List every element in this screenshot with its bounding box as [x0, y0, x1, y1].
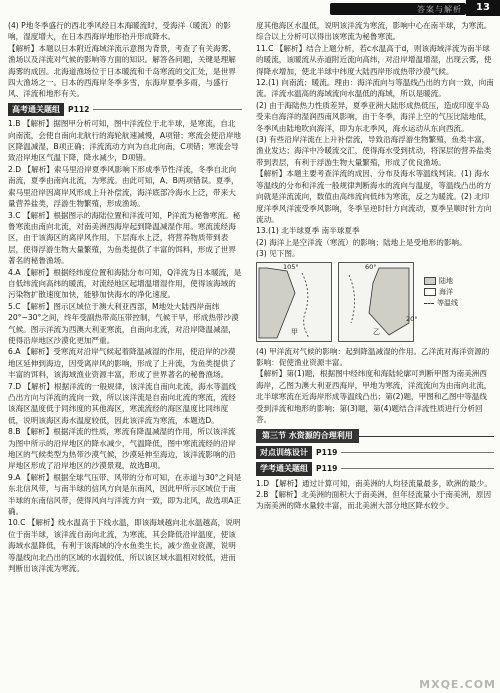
answer-paragraph: 11.C 【解析】结合上题分析，若c水温高于d，则该海域洋流为南半球的暖流，该暖流从赤道附近流向高纬，对沿岸增温增湿，出现云雾，使得降水增加，使北半球中纬度大陆西岸形成热带沙漠气候。: [256, 43, 492, 76]
answer-paragraph: 5.C 【解析】图示区域位于澳大利亚西部，M地处大陆西岸南纬20°~30°之间，终年受副热带高压带控制，气候干旱，形成热带沙漠气候。图示洋流为西澳大利亚寒流，自南向北流，对沿岸降温减湿，使得沿岸地区沙漠化更加严重。: [8, 301, 239, 345]
answer-paragraph: 13.(1) 北半球夏季 南半球夏季: [256, 226, 360, 236]
section-title: 高考通关题组: [8, 103, 64, 116]
page-number: 13: [466, 0, 500, 16]
section-rule: [93, 109, 242, 110]
map-tick: 20°: [406, 314, 418, 323]
answer-paragraph: 【解析】本题主要考查洋流的成因、分布及海水等温线判读。(1) 海水等温线的分布和洋流一般规律判断海水的流向与温度，等温线凸出的方向就是洋流流向，数值由高纬流向低纬为寒流，反之为暖流。(2) 北印度洋季风洋流受季风影响，冬季呈逆时针方向流动，夏季呈顺时针方向流动。: [256, 169, 492, 224]
section-title: 对点训练设计: [256, 446, 312, 459]
map-tick: 60°: [365, 262, 377, 271]
section-page: P112: [68, 104, 90, 114]
map-tick: 105°: [283, 262, 299, 271]
legend-swatch: [424, 277, 436, 285]
answer-paragraph: (3) 见下图。: [256, 249, 300, 259]
legend-swatch: [424, 303, 434, 304]
section-title: 学考通关题组: [256, 462, 312, 475]
map-label: 乙: [373, 328, 380, 337]
section-page: P119: [316, 447, 338, 457]
answer-paragraph: (4) P地冬季盛行的西北季风经日本海暖流时，受海洋（暖流）的影响，湿度增大，在日本西海岸地形抬升形成降水。: [8, 21, 231, 42]
answer-paragraph: 12.(1) 向南流；暖流。理由：海洋流向与等温线凸出的方向一致，向南流。洋流水温高的海域流向水温低的海域，所以是暖流。: [256, 78, 494, 99]
map-panel: [256, 262, 332, 342]
chapter-rule: [359, 436, 494, 437]
section-page: P119: [316, 464, 338, 474]
answer-paragraph: 度其他海区水温低，说明该洋流为寒流，影响中心在南半球，为寒流。综合以上分析可以得出该寒流为秘鲁寒流。: [256, 21, 492, 42]
map-panel: [338, 262, 414, 342]
answer-paragraph: 2.D 【解析】索马里沿岸夏季风影响下形成季节性洋流，冬季自北向南流，夏季由南向北流，为寒流。由此可知，A、B两项错误。夏季，索马里沿岸因离岸风形成上升补偿流，海洋底部冷海水上泛，带来大量营养盐类，浮游生物繁殖，形成渔场。: [8, 164, 239, 209]
section-heading: [256, 446, 494, 459]
chapter-heading: [256, 429, 494, 442]
section-heading: [256, 462, 494, 475]
legend-swatch: [424, 288, 436, 296]
answer-paragraph: 1.D 【解析】通过计算可知，南美洲的人均径流量最多，欧洲的最少。: [256, 478, 492, 488]
right-column: [256, 20, 494, 512]
header-band-text: 答案与解析: [417, 5, 462, 14]
answer-paragraph: 10.C 【解析】线水温高于下线水温，即该海域越向北水温越高，说明位于南半球，该洋流自南向北流，为寒流，其会降低沿岸温度，使该海域水温降低，有利于该海域的冷水鱼类生长，减少渔业资源，说明等温线向北凸出的区域的水温较低，所以该区域水温相对较低，进而判断出该洋流为寒流。: [8, 518, 241, 574]
legend-label: 陆地: [439, 276, 453, 285]
header-bar: [0, 0, 500, 16]
answer-paragraph: 【解析】本题以日本附近海域洋流示意图为背景，考查了有关海雾、渔场以及洋流对气候的影响等方面的知识。解答各问题，关键是理解海雾的成因。北海道渔场位于日本暖流和千岛寒流的交汇处，是世界四大渔场之一。日本的西海岸冬季多雪，东海岸夏季多雨，与盛行风、洋流和地形有关。: [8, 43, 236, 99]
map-legend: [424, 276, 458, 309]
answer-paragraph: 2.B 【解析】北美洲的面积大于南美洲，但年径流量小于南美洲，原因为南美洲的降水量较丰富，而北美洲大部分地区降水较少。: [256, 490, 492, 511]
answer-paragraph: (2) 海洋上是空洋流（寒流）的影响；陆地上是受地形的影响。: [256, 237, 467, 247]
header-band: [330, 3, 466, 15]
answer-paragraph: (4) 甲洋流对气候的影响：起到降温减湿的作用。乙洋流对海洋资源的影响：促使渔业资源丰富。: [256, 346, 490, 367]
chapter-title: 第三节 水资源的合理利用: [256, 429, 359, 442]
answer-paragraph: 8.B 【解析】根据洋流的性质，寒流有降温减湿的作用，所以该洋流为图中所示的沿岸地区的降水减少，气温降低，图中寒流流经的沿岸地区的气候类型为热带沙漠气候，沙漠延伸至海边，该洋流影响的沿岸地区形成了沿岸地区的沙漠景观，故选B项。: [8, 427, 236, 471]
answer-paragraph: 1.B 【解析】据图甲分析可知，图中洋流位于北半球，是寒流，自北向南流，会使自南向北航行的海轮航速减慢，A项错；寒流会使沿岸地区降温减湿，B项正确；洋流流动方向为自北向南，C项错；寒流会导致沿岸地区气温下降，降水减少，D项错。: [8, 119, 242, 163]
answer-paragraph: 7.D 【解析】根据洋流的一般规律，该洋流自南向北流，海水等温线凸出方向与洋流的流向一致，所以该洋流是自南向北流的寒流，流经该海区温度低于同纬度的其他海区，寒流流经的海区温度比同纬度低，说明该海区海水温度较低，因此该洋流为寒流，本题选D。: [8, 381, 237, 425]
legend-item: [424, 287, 458, 298]
watermark: MXQE.COM: [419, 678, 496, 691]
section-heading: [8, 103, 242, 116]
answer-paragraph: 9.A 【解析】根据全球气压带、风带的分布可知，在赤道与30°之间是东北信风带，与南半球的信风方向是东南风，因此甲所示区域位于南半球的东南信风带，使得风向与洋流方向一致，即为北风，故选项A正确。: [8, 472, 242, 517]
left-column: [8, 20, 242, 575]
map-figure: [256, 262, 494, 344]
answer-paragraph: (2) 由于海陆热力性质差异，夏季亚洲大陆形成热低压，造成印度半岛受来自海洋的湿润西南风影响，由于冬季，海洋上空的气压比陆地低，冬季风由陆地吹向海洋，即为东北季风，海水运动从东向西流。: [256, 100, 492, 133]
legend-label: 海洋: [439, 287, 453, 296]
answer-paragraph: 4.A 【解析】根据经纬度位置和海陆分布可知，Q洋流为日本暖流，是自低纬流向高纬的暖流，对流经地区起增温增湿作用，使得该海域的污染物扩散速度加快，能够加快海水的净化速度。: [8, 267, 242, 300]
answer-paragraph: 3.C 【解析】根据图示的海陆位置和洋流可知，P洋流为秘鲁寒流。秘鲁寒流由南向北流，对南美洲西海岸起到降温减湿作用。寒流流经海区，由于该海区的离岸风作用，下层海水上泛，将营养物质带到表层，使得浮游生物大量繁殖，为鱼类提供了丰富的饵料，形成了世界著名的秘鲁渔场。: [8, 210, 241, 266]
answer-paragraph: (3) 有些沿岸洋流在上升补偿流，导致沿海浮游生物繁殖，鱼类丰富，渔业发达；海洋中冷暖流交汇，使得海水受到扰动，将深层的营养盐类带到表层，有利于浮游生物大量繁殖，形成了优良渔场。: [256, 135, 492, 167]
section-rule: [341, 452, 494, 453]
section-rule: [341, 468, 494, 469]
legend-label: 等温线: [437, 298, 458, 307]
map-label: 甲: [291, 328, 298, 337]
legend-item: [424, 298, 458, 309]
answer-paragraph: 【解析】第(1)题，根据图中经纬度和海陆轮廓可判断甲图为南美洲西海岸，乙图为澳大利亚西海岸，甲地为寒流，洋流流向为由南向北流，北半球寒流在近海岸形成等温线凸出；第(2)题，甲图和乙图中等温线受到洋流和地形的影响；第(3)题，第(4)题结合洋流性质进行分析回答。: [256, 369, 492, 424]
answer-paragraph: 6.A 【解析】受寒流对沿岸气候起着降温减湿的作用，使沿岸的沙漠地区延伸到海边，因受离岸风的影响，形成了上升流，为鱼类提供了丰富的饵料，该海域渔业资源丰富，形成了世界著名的秘鲁渔场。: [8, 347, 236, 380]
legend-item: [424, 276, 458, 287]
